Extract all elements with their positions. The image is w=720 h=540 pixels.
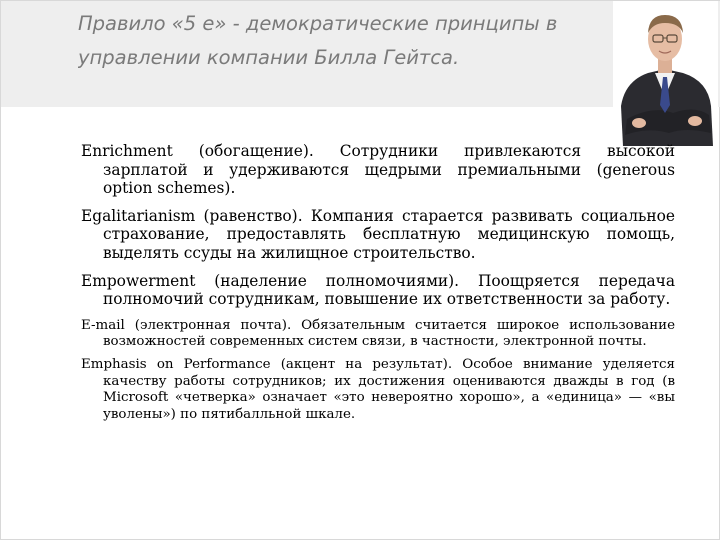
title-line-2: управлении компании Билла Гейтса. [78, 46, 460, 69]
paragraph-enrichment: Enrichment (обогащение). Сотрудники привлекаются высокой зарплатой и удерживаются щедрыми премиальными (generous option schemes). [81, 142, 675, 198]
portrait-photo [613, 1, 718, 146]
slide-title [78, 7, 638, 75]
title-line-1: Правило «5 е» - демократические принципы в [78, 12, 558, 35]
slide-body [81, 142, 675, 423]
paragraph-egalitarianism: Egalitarianism (равенство). Компания старается развивать социальное страхование, предоставлять бесплатную медицинскую помощь, выделять ссуды на жилищное строительство. [81, 206, 675, 262]
paragraph-email: E-mail (электронная почта). Обязательным считается широкое использование возможностей современных систем связи, в частности, электронной почты. [81, 317, 675, 350]
paragraph-emphasis-on-performance: Emphasis on Performance (акцент на результат). Особое внимание уделяется качеству работы сотрудников; их достижения оцениваются дважды в год (в Microsoft «четверка» означает «это невероятно хорошо», а «единица» — «вы уволены») по пятибалльной шкале. [81, 356, 675, 422]
paragraph-empowerment: Empowerment (наделение полномочиями). Поощряется передача полномочий сотрудникам, повышение их ответственности за работу. [81, 271, 675, 309]
